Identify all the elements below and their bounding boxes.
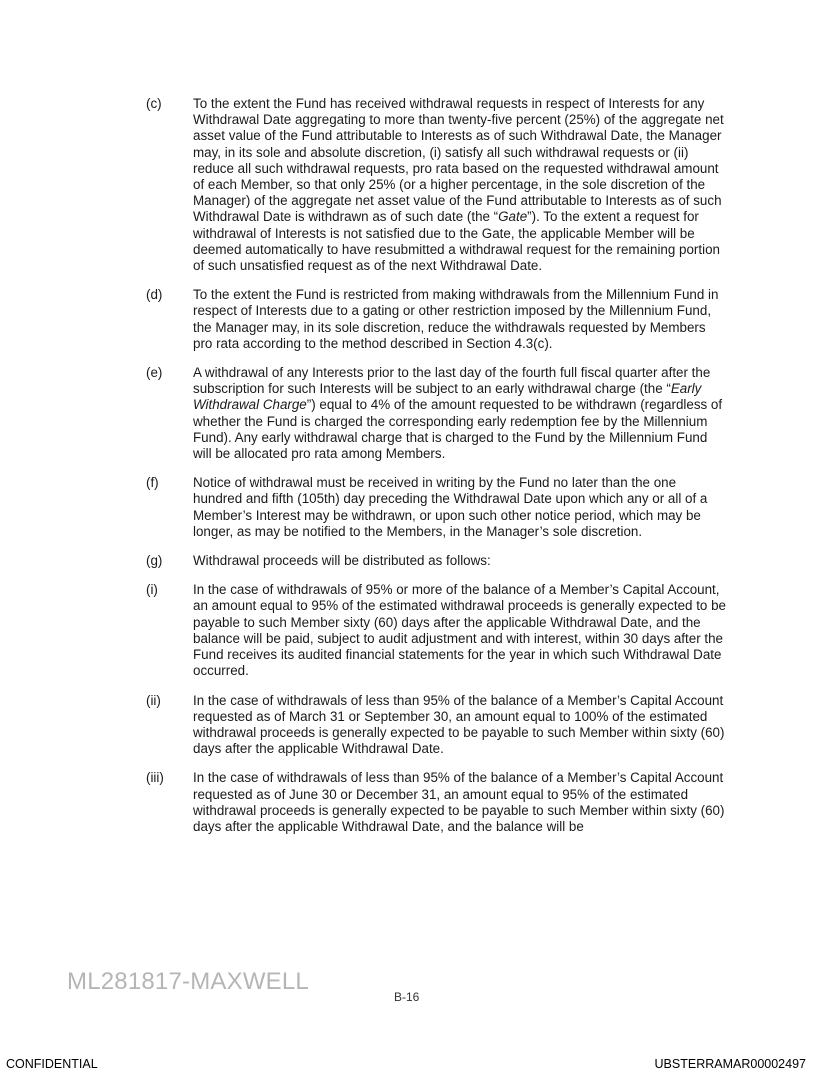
list-item-label: (e): [146, 365, 163, 381]
text-run: Withdrawal proceeds will be distributed as follows:: [193, 553, 491, 569]
list-item-label: (g): [146, 553, 163, 569]
defined-term: Early Withdrawal Charge: [193, 381, 702, 413]
list-item-text: [193, 582, 726, 679]
list-item: [146, 553, 726, 569]
list-item-label: (iii): [146, 770, 164, 786]
text-run: ”) equal to 4% of the amount requested to be withdrawn (regardless of whether the Fund is charged the corresponding early redemption fee by the Millennium Fund). Any early withdrawal charge that is charged to the Fund by the Millennium Fund will be allocated pro rata among Members.: [193, 397, 723, 462]
list-item-text: [193, 553, 726, 569]
list-item-text: [193, 770, 726, 835]
list-item-text: [193, 693, 726, 758]
document-body: [146, 96, 726, 848]
list-item-text: [193, 287, 726, 352]
defined-term: Gate: [498, 209, 528, 225]
text-run: To the extent the Fund has received withdrawal requests in respect of Interests for any Withdrawal Date aggregating to more than twenty-five percent (25%) of the aggregate net asset value of the Fund attributable to Interests as of such Withdrawal Date, the Manager may, in its sole and absolute discretion, (i) satisfy all such withdrawal requests or (ii) reduce all such withdrawal requests, pro rata based on the requested withdrawal amount of each Member, so that only 25% (or a higher percentage, in the sole discretion of the Manager) of the aggregate net asset value of the Fund attributable to Interests as of such Withdrawal Date is withdrawn as of such date (the “: [193, 96, 724, 225]
list-item: [146, 770, 726, 835]
bates-number: UBSTERRAMAR00002497: [654, 1057, 806, 1071]
list-item-text: [193, 96, 726, 274]
text-run: ”). To the extent a request for withdrawal of Interests is not satisfied due to the Gate, the applicable Member will be deemed automatically to have resubmitted a withdrawal request for the remaining portion of such unsatisfied request as of the next Withdrawal Date.: [193, 209, 720, 274]
list-item-label: (c): [146, 96, 162, 111]
text-run: To the extent the Fund is restricted from making withdrawals from the Millennium Fund in respect of Interests due to a gating or other restriction imposed by the Millennium Fund, the Manager may, in its sole discretion, reduce the withdrawals requested by Members pro rata according to the method described in Section 4.3(c).: [193, 287, 719, 351]
text-run: In the case of withdrawals of less than 95% of the balance of a Member’s Capital Account requested as of June 30 or December 31, an amount equal to 95% of the estimated withdrawal proceeds is generally expected to be payable to such Member within sixty (60) days after the applicable Withdrawal Date, and the balance will be: [193, 770, 725, 834]
text-run: In the case of withdrawals of 95% or more of the balance of a Member’s Capital Account, an amount equal to 95% of the estimated withdrawal proceeds is generally expected to be payable to such Member sixty (60) days after the applicable Withdrawal Date, and the balance will be paid, subject to audit adjustment and with interest, within 30 days after the Fund receives its audited financial statements for the year in which such Withdrawal Date occurred.: [193, 582, 726, 679]
text-run: Notice of withdrawal must be received in writing by the Fund no later than the one hundred and fifth (105th) day preceding the Withdrawal Date upon which any or all of a Member’s Interest may be withdrawn, or upon such other notice period, which may be longer, as may be notified to the Members, in the Manager’s sole discretion.: [193, 475, 708, 539]
list-item-label: (f): [146, 475, 159, 491]
list-item-text: [193, 365, 726, 462]
text-run: In the case of withdrawals of less than 95% of the balance of a Member’s Capital Account requested as of March 31 or September 30, an amount equal to 100% of the estimated withdrawal proceeds is generally expected to be payable to such Member within sixty (60) days after the applicable Withdrawal Date.: [193, 692, 725, 757]
confidential-label: CONFIDENTIAL: [6, 1057, 98, 1071]
list-item-label: (d): [146, 287, 163, 303]
list-item-label: (i): [146, 582, 158, 598]
list-item: [146, 96, 726, 274]
page-number: B-16: [394, 990, 420, 1004]
list-item: [146, 287, 726, 352]
list-item-label: (ii): [146, 692, 161, 708]
text-run: A withdrawal of any Interests prior to the last day of the fourth full fiscal quarter after the subscription for such Interests will be subject to an early withdrawal charge (the “: [193, 365, 711, 397]
list-item: [146, 365, 726, 462]
list-item: [146, 582, 726, 679]
list-item: [146, 693, 726, 758]
list-item: [146, 475, 726, 540]
bates-watermark: ML281817-MAXWELL: [67, 968, 309, 995]
list-item-text: [193, 475, 726, 540]
